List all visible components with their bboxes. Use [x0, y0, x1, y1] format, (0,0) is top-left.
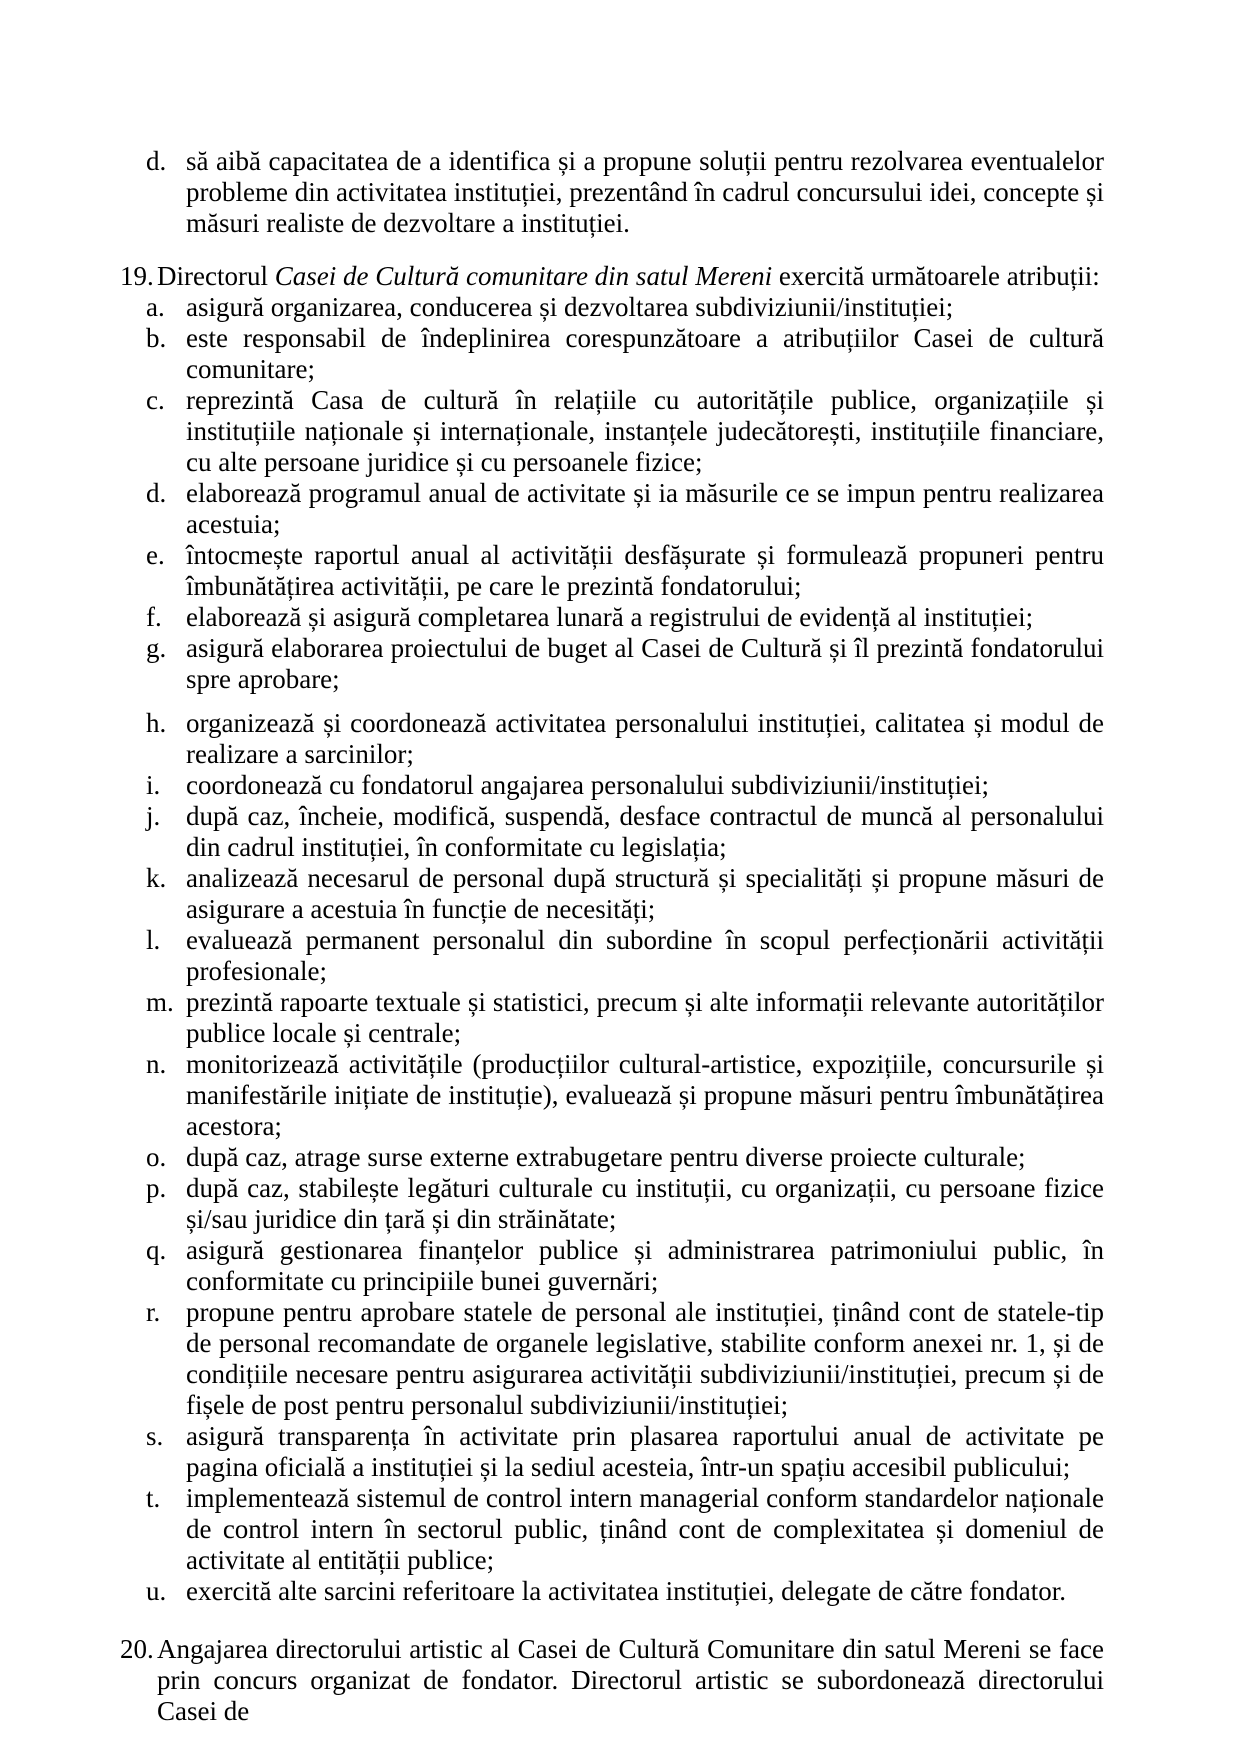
list-item [146, 292, 1104, 323]
list-item-text: asigură organizarea, conducerea și dezvoltarea subdiviziunii/instituției; [186, 292, 954, 322]
list-item-marker: a. [146, 292, 165, 322]
heading-prefix: Directorul [157, 261, 275, 291]
list-item [146, 1049, 1104, 1142]
list-item [146, 1421, 1104, 1483]
list-item-text: asigură elaborarea proiectului de buget al Casei de Cultură și îl prezintă fondatorului spre aprobare; [186, 633, 1104, 694]
list-item-text: analizează necesarul de personal după structură și specialități și propune măsuri de asigurare a acestuia în funcție de necesități; [186, 863, 1104, 924]
list-item-text: asigură transparența în activitate prin plasarea raportului anual de activitate pe pagina oficială a instituției și la sediul acesteia, într-un spațiu accesibil publicului; [186, 1421, 1104, 1482]
list-item-marker: d. [146, 146, 167, 176]
list-item [146, 987, 1104, 1049]
list-item-marker: q. [146, 1235, 167, 1265]
list-item [146, 323, 1104, 385]
list-item-marker: o. [146, 1142, 167, 1172]
list-item-text: elaborează programul anual de activitate și ia măsurile ce se impun pentru realizarea acestuia; [186, 478, 1104, 539]
list-item-text: organizează și coordonează activitatea personalului instituției, calitatea și modul de realizare a sarcinilor; [186, 708, 1104, 769]
list-item [146, 478, 1104, 540]
list-item-text: exercită alte sarcini referitoare la activitatea instituției, delegate de către fondator. [186, 1576, 1067, 1606]
list-item [146, 1483, 1104, 1576]
list-item-marker: c. [146, 385, 165, 415]
list-item [146, 1173, 1104, 1235]
heading-suffix: exercită următoarele atribuții: [772, 261, 1100, 291]
list-item-text: după caz, stabilește legături culturale cu instituții, cu organizații, cu persoane fizice și/sau juridice din țară și din străinătate; [186, 1173, 1104, 1234]
list-item [146, 146, 1104, 239]
list-item [146, 863, 1104, 925]
section-20-text: Angajarea directorului artistic al Casei de Cultură Comunitare din satul Mereni se face prin concurs organizat de fondator. Directorul artistic se subordonează directorului Casei de [157, 1634, 1104, 1726]
section-19-heading [157, 261, 1104, 292]
list-item-marker: t. [146, 1483, 161, 1513]
list-item [146, 602, 1104, 633]
list-item-marker: n. [146, 1049, 167, 1079]
section-20 [120, 1634, 1104, 1727]
list-item-text: reprezintă Casa de cultură în relațiile cu autoritățile publice, organizațiile și instituțiile naționale și internaționale, instanțele judecătorești, instituțiile financiare, cu alte persoane juridice și cu persoanele fizice; [186, 385, 1104, 477]
section-19-number: 19. [120, 261, 154, 291]
list-item-text: propune pentru aprobare statele de personal ale instituției, ținând cont de statele-tip de personal recomandate de organele legislative, stabilite conform anexei nr. 1, și de condițiile necesare pentru asigurarea activității subdiviziunii/instituției, precum și de fișele de post pentru personalul subdiviziunii/instituției; [186, 1297, 1104, 1420]
list-item-marker: e. [146, 540, 165, 570]
list-item-marker: g. [146, 633, 167, 663]
section-19 [120, 261, 1104, 292]
list-item-marker: r. [146, 1297, 161, 1327]
list-item [146, 1297, 1104, 1421]
list-item [146, 385, 1104, 478]
list-item-text: implementează sistemul de control intern managerial conform standardelor naționale de control intern în sectorul public, ținând cont de complexitatea și domeniul de activitate al entității publice; [186, 1483, 1104, 1575]
list-item-marker: l. [146, 925, 161, 955]
list-item-text: este responsabil de îndeplinirea corespunzătoare a atribuțiilor Casei de cultură comunitare; [186, 323, 1104, 384]
list-item-text: asigură gestionarea finanțelor publice și administrarea patrimoniului public, în conformitate cu principiile bunei guvernări; [186, 1235, 1104, 1296]
list-item [146, 1235, 1104, 1297]
section-20-number: 20. [120, 1634, 154, 1664]
list-item-marker: s. [146, 1421, 164, 1451]
list-item-text: elaborează și asigură completarea lunară a registrului de evidență al instituției; [186, 602, 1034, 632]
list-item-text: prezintă rapoarte textuale și statistici, precum și alte informații relevante autorităților publice locale și centrale; [186, 987, 1104, 1048]
list-item-text: evaluează permanent personalul din subordine în scopul perfecționării activității profesionale; [186, 925, 1104, 986]
list-item [146, 540, 1104, 602]
list-item-marker: k. [146, 863, 167, 893]
list-item [146, 1576, 1104, 1607]
list-item [146, 925, 1104, 987]
list-item-marker: p. [146, 1173, 167, 1203]
list-item-marker: b. [146, 323, 167, 353]
list-item-marker: m. [146, 987, 174, 1017]
list-item [146, 708, 1104, 770]
list-item-marker: j. [146, 801, 161, 831]
list-item-text: coordonează cu fondatorul angajarea personalului subdiviziunii/instituției; [186, 770, 989, 800]
intro-list [146, 146, 1104, 239]
list-item-marker: f. [146, 602, 162, 632]
list-item-marker: d. [146, 478, 167, 508]
list-item-marker: u. [146, 1576, 167, 1606]
list-item [146, 770, 1104, 801]
heading-italic-title: Casei de Cultură comunitare din satul Mereni [274, 261, 773, 291]
list-item [146, 801, 1104, 863]
list-item [146, 633, 1104, 695]
list-item-text: după caz, atrage surse externe extrabugetare pentru diverse proiecte culturale; [186, 1142, 1026, 1172]
list-item-text: întocmește raportul anual al activității desfășurate și formulează propuneri pentru îmbunătățirea activității, pe care le prezintă fondatorului; [186, 540, 1104, 601]
attribution-list-h-u [146, 708, 1104, 1607]
list-item-marker: i. [146, 770, 161, 800]
list-item [146, 1142, 1104, 1173]
list-item-text: monitorizează activitățile (producțiilor cultural-artistice, expozițiile, concursurile și manifestările inițiate de instituție), evaluează și propune măsuri pentru îmbunătățirea acestora; [186, 1049, 1104, 1141]
attribution-list-a-g [146, 292, 1104, 695]
list-item-text: după caz, încheie, modifică, suspendă, desface contractul de muncă al personalului din cadrul instituției, în conformitate cu legislația; [186, 801, 1104, 862]
list-item-marker: h. [146, 708, 167, 738]
list-item-text: să aibă capacitatea de a identifica și a propune soluții pentru rezolvarea eventualelor probleme din activitatea instituției, prezentând în cadrul concursului idei, concepte și măsuri realiste de dezvoltare a instituției. [186, 146, 1104, 238]
